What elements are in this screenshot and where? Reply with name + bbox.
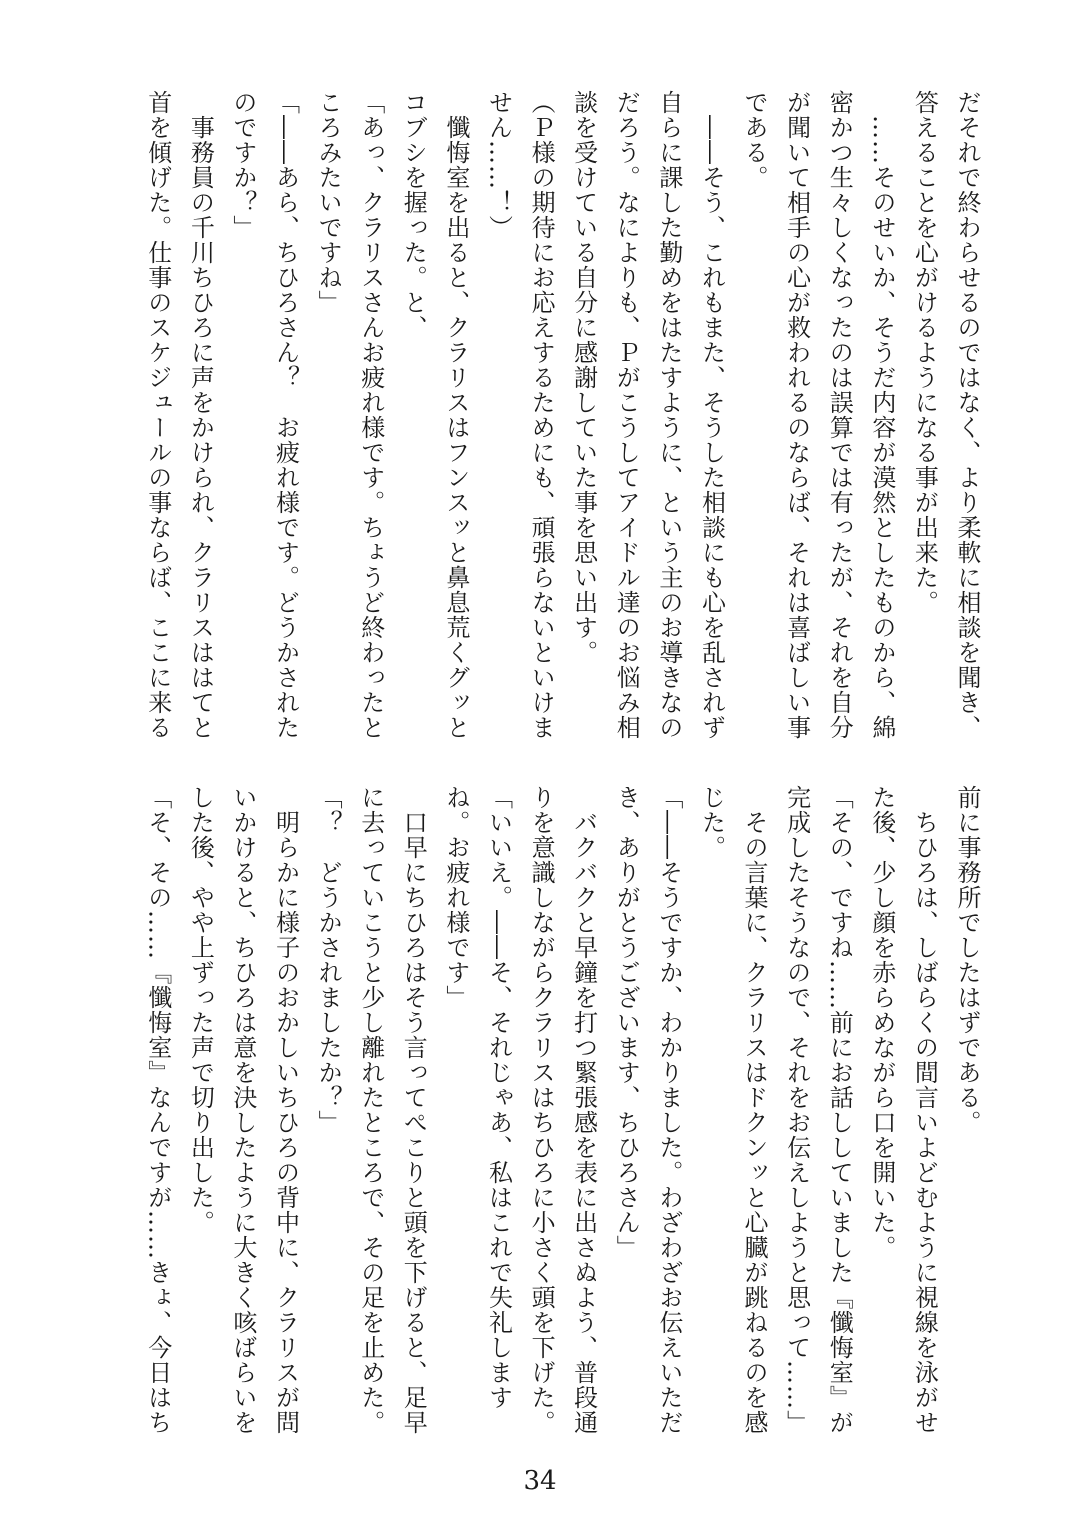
text-column: 「いいえ。――そ、それじゃあ、私はこれで失礼します (484, 785, 513, 1410)
text-column: 自らに課した勤めをはたすように、という主のお導きなの (654, 90, 683, 740)
text-column: 「あっ、クラリスさんお疲れ様です。ちょうど終わったと (356, 90, 385, 740)
text-column: 密かつ生々しくなったのは誤算では有ったが、それを自分 (825, 90, 854, 740)
text-column: ね。お疲れ様です」 (441, 785, 470, 1010)
text-column: に去っていこうと少し離れたところで、その足を止めた。 (356, 785, 385, 1435)
text-column: ――そう、これもまた、そうした相談にも心を乱されず (697, 90, 726, 740)
text-column: 口早にちひろはそう言ってぺこりと頭を下げると、足早 (399, 785, 428, 1435)
text-column: だろう。なによりも、Ｐがこうしてアイドル達のお悩み相 (612, 90, 641, 740)
text-column: ころみたいですね」 (314, 90, 343, 315)
text-column: である。 (740, 90, 769, 190)
text-column: ……そのせいか、そうだ内容が漠然としたものから、綿 (867, 90, 896, 740)
text-column: 「その、ですね……前にお話ししていました『懺悔室』が (825, 785, 854, 1435)
text-column: 「？ どうかされましたか？」 (314, 785, 343, 1135)
body-text-bottom (136, 785, 988, 1445)
body-text-top (136, 90, 988, 750)
text-column: 完成したそうなので、それをお伝えしようと思って……」 (782, 785, 811, 1435)
text-column: 首を傾げた。仕事のスケジュールの事ならば、ここに来る (143, 90, 172, 740)
text-column: ちひろは、しばらくの間言いよどむように視線を泳がせ (910, 785, 939, 1435)
text-column: した後、やや上ずった声で切り出した。 (186, 785, 215, 1235)
text-column: き、ありがとうございます、ちひろさん」 (612, 785, 641, 1260)
text-column: 「――そうですか、わかりました。わざわざお伝えいただ (654, 785, 683, 1435)
text-column: だそれで終わらせるのではなく、より柔軟に相談を聞き、 (953, 90, 981, 740)
text-column: （Ｐ様の期待にお応えするためにも、頑張らないといけま (527, 90, 556, 740)
text-column: その言葉に、クラリスはドクンッと心臓が跳ねるのを感 (740, 785, 769, 1435)
text-column: 「――あら、ちひろさん？ お疲れ様です。どうかされた (271, 90, 300, 740)
text-column: 懺悔室を出ると、クラリスはフンスッと鼻息荒くグッと (441, 90, 470, 740)
text-column: が聞いて相手の心が救われるのならば、それは喜ばしい事 (782, 90, 811, 740)
text-column: 答えることを心がけるようになる事が出来た。 (910, 90, 939, 615)
text-column: コブシを握った。と、 (399, 90, 428, 340)
page-number: 34 (523, 1466, 557, 1496)
text-column: バクバクと早鐘を打つ緊張感を表に出さぬよう、普段通 (569, 785, 598, 1435)
text-column: のですか？」 (228, 90, 257, 240)
text-column: せん……！） (484, 90, 513, 240)
text-column: た後、少し顔を赤らめながら口を開いた。 (867, 785, 896, 1260)
text-column: 事務員の千川ちひろに声をかけられ、クラリスははてと (186, 90, 215, 740)
text-column: 「そ、その……『懺悔室』なんですが……きょ、今日はち (143, 785, 172, 1435)
text-column: 談を受けている自分に感謝していた事を思い出す。 (569, 90, 598, 665)
text-column: 前に事務所でしたはずである。 (953, 785, 981, 1135)
text-column: じた。 (697, 785, 726, 860)
text-column: いかけると、ちひろは意を決したように大きく咳ばらいを (228, 785, 257, 1435)
text-column: 明らかに様子のおかしいちひろの背中に、クラリスが問 (271, 785, 300, 1435)
text-column: りを意識しながらクラリスはちひろに小さく頭を下げた。 (527, 785, 556, 1435)
